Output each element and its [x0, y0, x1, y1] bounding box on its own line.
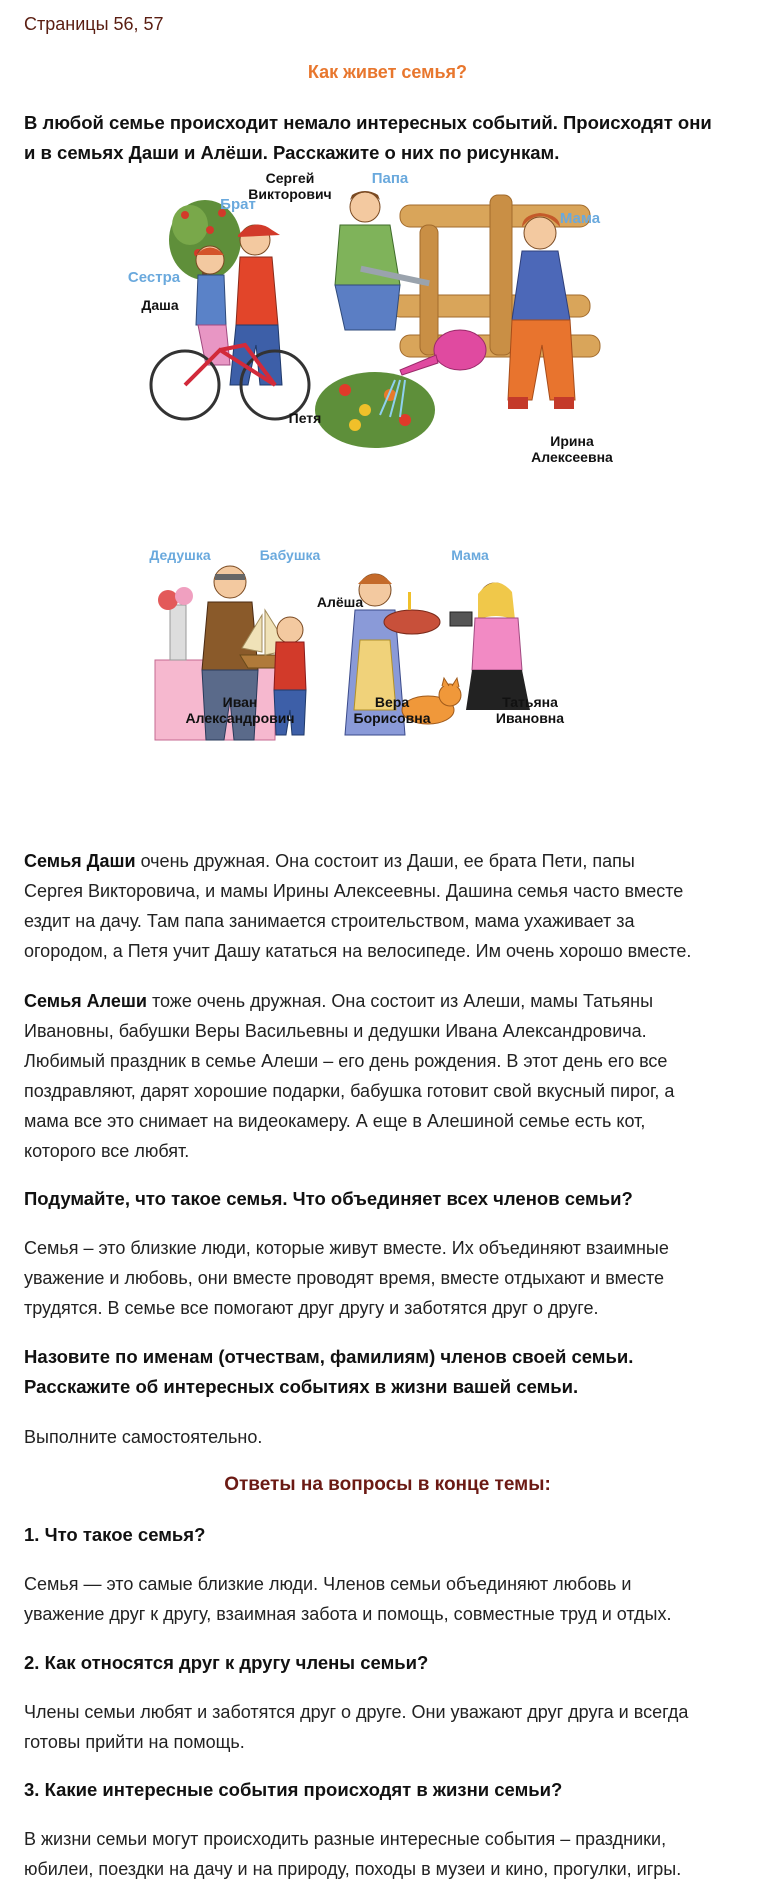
- paragraph-line: В жизни семьи могут происходить разные интересные события – праздники,: [24, 1829, 667, 1849]
- intro-task-line: В любой семье происходит немало интересных событий. Происходят они: [24, 112, 712, 133]
- alyosha-family-heading: Семья Алеши: [24, 991, 147, 1011]
- paragraph-line: огородом, а Петя учит Дашу кататься на велосипеде. Им очень хорошо вместе.: [24, 941, 692, 961]
- label-dedushka: Дедушка: [149, 547, 211, 563]
- answer-1: [24, 1569, 759, 1629]
- label-sergey: Сергей: [265, 170, 315, 186]
- paragraph-line: Ивановны, бабушки Веры Васильевны и дедушки Ивана Александровича.: [24, 1021, 647, 1041]
- label-brat: Брат: [220, 196, 256, 213]
- dasha-family-paragraph: [24, 846, 759, 966]
- label-babushka: Бабушка: [259, 547, 321, 563]
- paragraph-line: Семья – это близкие люди, которые живут вместе. Их объединяют взаимные: [24, 1238, 669, 1258]
- label-tatyana: Татьяна: [502, 694, 558, 710]
- answer-2: [24, 1697, 759, 1757]
- label-irina: Ирина: [550, 433, 594, 449]
- paragraph-line: Любимый праздник в семье Алеши – его день рождения. В этот день его все: [24, 1051, 668, 1071]
- label-ivan: Иван: [222, 694, 258, 710]
- label-vera-patronymic: Борисовна: [353, 710, 431, 726]
- paragraph-line: Сергея Викторовича, и мамы Ирины Алексеевны. Дашина семья часто вместе: [24, 881, 684, 901]
- pages-reference: Страницы 56, 57: [24, 14, 164, 34]
- answers-title: Ответы на вопросы в конце темы:: [224, 1474, 551, 1495]
- paragraph-line: уважение и любовь, они вместе проводят время, вместе отдыхают и вместе: [24, 1268, 665, 1288]
- label-tatyana-patronymic: Ивановна: [495, 710, 565, 726]
- dasha-family-heading: Семья Даши: [24, 851, 136, 871]
- paragraph-text: очень дружная. Она состоит из Даши, ее брата Пети, папы: [135, 851, 635, 871]
- name-task: [24, 1342, 759, 1402]
- label-petya: Петя: [288, 410, 322, 426]
- alyosha-family-illustration: [149, 547, 630, 830]
- paragraph-line: Члены семьи любят и заботятся друг о друге. Они уважают друг друга и всегда: [24, 1702, 689, 1722]
- label-papa: Папа: [371, 170, 409, 187]
- paragraph-line: которого все любят.: [24, 1141, 190, 1161]
- mama-figure: [508, 213, 575, 409]
- answer-3: [24, 1824, 759, 1884]
- think-task-question: Подумайте, что такое семья. Что объединяет всех членов семьи?: [24, 1188, 633, 1209]
- paragraph-text: тоже очень дружная. Она состоит из Алеши, мамы Татьяны: [146, 991, 654, 1011]
- name-task-line: Назовите по именам (отчествам, фамилиям) членов своей семьи.: [24, 1346, 634, 1367]
- label-alyosha: Алёша: [316, 594, 364, 610]
- label-sestra: Сестра: [127, 269, 181, 286]
- label-dasha: Даша: [141, 297, 179, 313]
- paragraph-line: готовы прийти на помощь.: [24, 1732, 245, 1752]
- question-1: 1. Что такое семья?: [24, 1524, 206, 1545]
- paragraph-line: ездит на дачу. Там папа занимается строительством, мама ухаживает за: [24, 911, 635, 931]
- think-task-answer: [24, 1233, 759, 1323]
- alyosha-family-paragraph: [24, 986, 759, 1166]
- label-ivan-patronymic: Александрович: [185, 710, 295, 726]
- paragraph-line: мама все это снимает на видеокамеру. А еще в Алешиной семье есть кот,: [24, 1111, 646, 1131]
- paragraph-line: уважение друг к другу, взаимная забота и помощь, совместные труд и отдых.: [24, 1604, 672, 1624]
- topic-title: Как живет семья?: [307, 62, 468, 82]
- intro-task: [24, 108, 759, 168]
- paragraph-line: юбилеи, поездки на дачу и на природу, походы в музеи и кино, прогулки, игры.: [24, 1859, 682, 1879]
- paragraph-line: трудятся. В семье все помогают друг другу и заботятся друг о друге.: [24, 1298, 599, 1318]
- label-vera: Вера: [374, 694, 410, 710]
- question-2: 2. Как относятся друг к другу члены семьи?: [24, 1652, 429, 1673]
- paragraph-line: [24, 986, 759, 1016]
- name-task-answer: Выполните самостоятельно.: [24, 1427, 263, 1447]
- paragraph-line: Семья — это самые близкие люди. Членов семьи объединяют любовь и: [24, 1574, 632, 1594]
- question-3: 3. Какие интересные события происходят в жизни семьи?: [24, 1779, 563, 1800]
- name-task-line: Расскажите об интересных событиях в жизни вашей семьи.: [24, 1376, 579, 1397]
- dasha-family-illustration: [127, 170, 630, 545]
- flower-bed: [315, 372, 435, 448]
- intro-task-line: и в семьях Даши и Алёши. Расскажите о них по рисункам.: [24, 142, 560, 163]
- label-mama-2: Мама: [451, 547, 489, 563]
- paragraph-line: поздравляют, дарят хорошие подарки, бабушка готовит свой вкусный пирог, а: [24, 1081, 675, 1101]
- mama-camera-figure: [450, 582, 530, 710]
- label-sergey-patronymic: Викторович: [248, 186, 332, 202]
- label-mama: Мама: [559, 210, 601, 227]
- label-irina-patronymic: Алексеевна: [531, 449, 613, 465]
- paragraph-line: [24, 846, 759, 876]
